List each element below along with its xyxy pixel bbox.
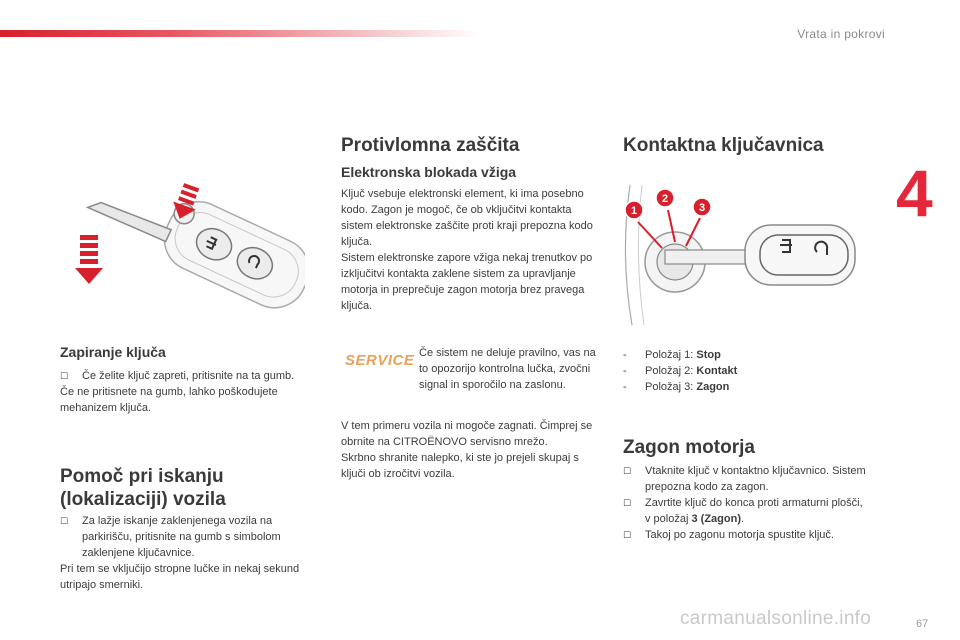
checkbox-icon: ☐: [60, 371, 69, 381]
checkbox-icon: ☐: [623, 466, 632, 476]
checkbox-icon: ☐: [60, 516, 69, 526]
immobiliser-text: Ključ vsebuje elektronski element, ki ima posebno kodo. Zagon je mogoč, če ob vključitvi kontakta sistem elektronske zaščite proti kraji prepozna kodo ključa. Sistem elektronske zapore vžiga nekaj trenutkov po izključitvi kontakta zaklene sistem za upravljanje motorja in preprečuje zagon motorja brez pravega ključa.: [341, 188, 593, 312]
bullet-item: ☐ Za lažje iskanje zaklenjenega vozila na parkirišču, pritisnite na gumb s simbolom zaklenjene ključavnice.: [60, 515, 281, 559]
chapter-number: 4: [896, 156, 933, 230]
position-badge-1-label: 1: [630, 205, 638, 217]
checkbox-icon: ☐: [623, 498, 632, 508]
bullet-item: ☐ Zavrtite ključ do konca proti armaturni plošči, v položaj 3 (Zagon).: [623, 497, 863, 525]
list-item: - Položaj 3: Zagon: [623, 381, 730, 393]
service-warning-text: Če sistem ne deluje pravilno, vas na to opozorijo kontrolna lučka, zvočni signal in sporočilo na zaslonu.: [419, 347, 596, 391]
anti-theft-heading: Protivlomna zaščita: [341, 135, 520, 156]
bullet-item: ☐ Takoj po zagonu motorja spustite ključ.: [623, 529, 834, 541]
checkbox-icon: ☐: [623, 530, 632, 540]
engine-start-heading: Zagon motorja: [623, 437, 755, 458]
locate-vehicle-text: [60, 513, 310, 593]
locate-vehicle-heading: Pomoč pri iskanju (lokalizaciji) vozila: [60, 466, 226, 510]
section-title: Vrata in pokrovi: [797, 27, 885, 41]
list-item: - Položaj 1: Stop: [623, 349, 721, 361]
locate-vehicle-note: Pri tem se vključijo stropne lučke in nekaj sekund utripajo smerniki.: [60, 563, 300, 591]
header-accent-bar: [0, 30, 480, 37]
position-badge-2-label: 2: [661, 193, 669, 205]
lock-key-note: Če ne pritisnete na gumb, lahko poškodujete mehanizem ključa.: [60, 386, 278, 414]
position-badge-3-label: 3: [698, 202, 706, 214]
lock-key-heading: Zapiranje ključa: [60, 344, 166, 360]
watermark: carmanualsonline.info: [680, 608, 872, 629]
ignition-positions-list: [623, 347, 863, 395]
list-item: - Položaj 2: Kontakt: [623, 365, 738, 377]
service-instructions: V tem primeru vozila ni mogoče zagnati. Čimprej se obrnite na CITROËNOVO servisno mrežo. Skrbno shranite nalepko, ki ste jo prejeli skupaj s ključi ob izročitvi vozila.: [341, 420, 593, 480]
bullet-item: ☐ Vtaknite ključ v kontaktno ključavnico. Sistem prepozna kodo za zagon.: [623, 465, 866, 493]
page-number: 67: [916, 618, 929, 630]
ignition-switch-heading: Kontaktna ključavnica: [623, 135, 824, 156]
service-logo: SERVICE: [345, 352, 415, 369]
ignition-switch-illustration: [620, 180, 860, 330]
bullet-item: ☐ Če želite ključ zapreti, pritisnite na ta gumb.: [60, 370, 295, 382]
lock-key-text: [60, 368, 325, 416]
engine-start-text: [623, 463, 868, 543]
immobiliser-subheading: Elektronska blokada vžiga: [341, 164, 517, 180]
folding-key-illustration: [75, 180, 305, 330]
